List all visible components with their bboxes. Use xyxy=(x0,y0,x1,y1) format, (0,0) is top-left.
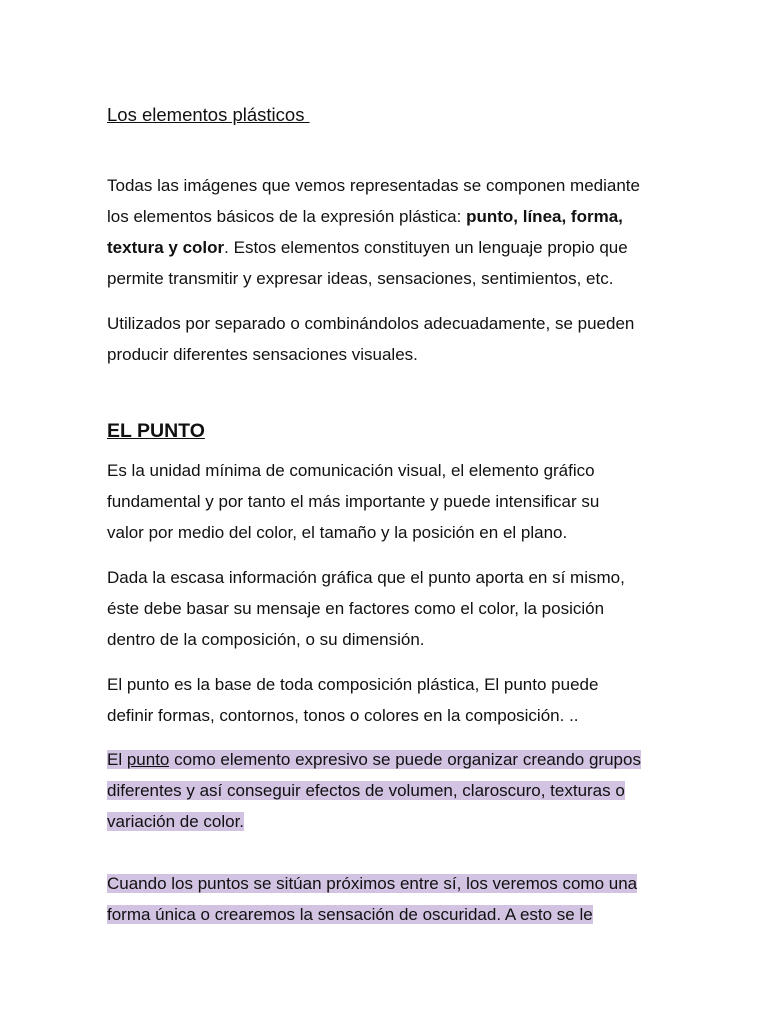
intro-line-2-text: los elementos básicos de la expresión plástica: xyxy=(107,207,467,226)
p5-line-1 xyxy=(107,872,637,896)
p3-line-1: El punto es la base de toda composición plástica, El punto puede xyxy=(107,675,599,694)
p3-line-2: definir formas, contornos, tonos o colores en la composición. .. xyxy=(107,706,579,725)
intro-line-3-text: . Estos elementos constituyen un lenguaje propio que xyxy=(224,238,628,257)
intro-bold-elements: punto, línea, forma, xyxy=(466,207,623,226)
p1-line-1: Es la unidad mínima de comunicación visual, el elemento gráfico xyxy=(107,461,595,480)
intro-line-2 xyxy=(107,205,623,229)
p4-highlight-line-2: diferentes y así conseguir efectos de volumen, claroscuro, texturas o xyxy=(107,781,625,800)
p4-highlight-line-3: variación de color. xyxy=(107,812,245,831)
p4-highlight-el: El xyxy=(107,750,127,769)
intro-line-3 xyxy=(107,236,628,260)
document-title: Los elementos plásticos xyxy=(107,104,310,125)
p4-line-1 xyxy=(107,748,641,772)
p5-highlight-line-1: Cuando los puntos se sitúan próximos entre sí, los veremos como una xyxy=(107,874,638,893)
p5-line-2 xyxy=(107,903,593,927)
p1-line-3: valor por medio del color, el tamaño y la posición en el plano. xyxy=(107,523,568,542)
intro-line-1: Todas las imágenes que vemos representadas se componen mediante xyxy=(107,176,640,195)
intro-bold-textura: textura y color xyxy=(107,238,225,257)
p4-line-3 xyxy=(107,810,244,834)
p2-line-3: dentro de la composición, o su dimensión. xyxy=(107,630,425,649)
p4-highlight-punto: punto xyxy=(126,750,170,769)
p2-line-1: Dada la escasa información gráfica que el punto aporta en sí mismo, xyxy=(107,568,625,587)
intro-line-6: producir diferentes sensaciones visuales. xyxy=(107,345,418,364)
p1-line-2: fundamental y por tanto el más importante y puede intensificar su xyxy=(107,492,600,511)
p4-highlight-rest: como elemento expresivo se puede organizar creando grupos xyxy=(169,750,641,769)
intro-line-5: Utilizados por separado o combinándolos adecuadamente, se pueden xyxy=(107,314,635,333)
p5-highlight-line-2: forma única o crearemos la sensación de oscuridad. A esto se le xyxy=(107,905,593,924)
p4-line-2 xyxy=(107,779,625,803)
intro-line-4: permite transmitir y expresar ideas, sensaciones, sentimientos, etc. xyxy=(107,269,614,288)
section-heading: EL PUNTO xyxy=(107,420,205,442)
p2-line-2: éste debe basar su mensaje en factores como el color, la posición xyxy=(107,599,605,618)
